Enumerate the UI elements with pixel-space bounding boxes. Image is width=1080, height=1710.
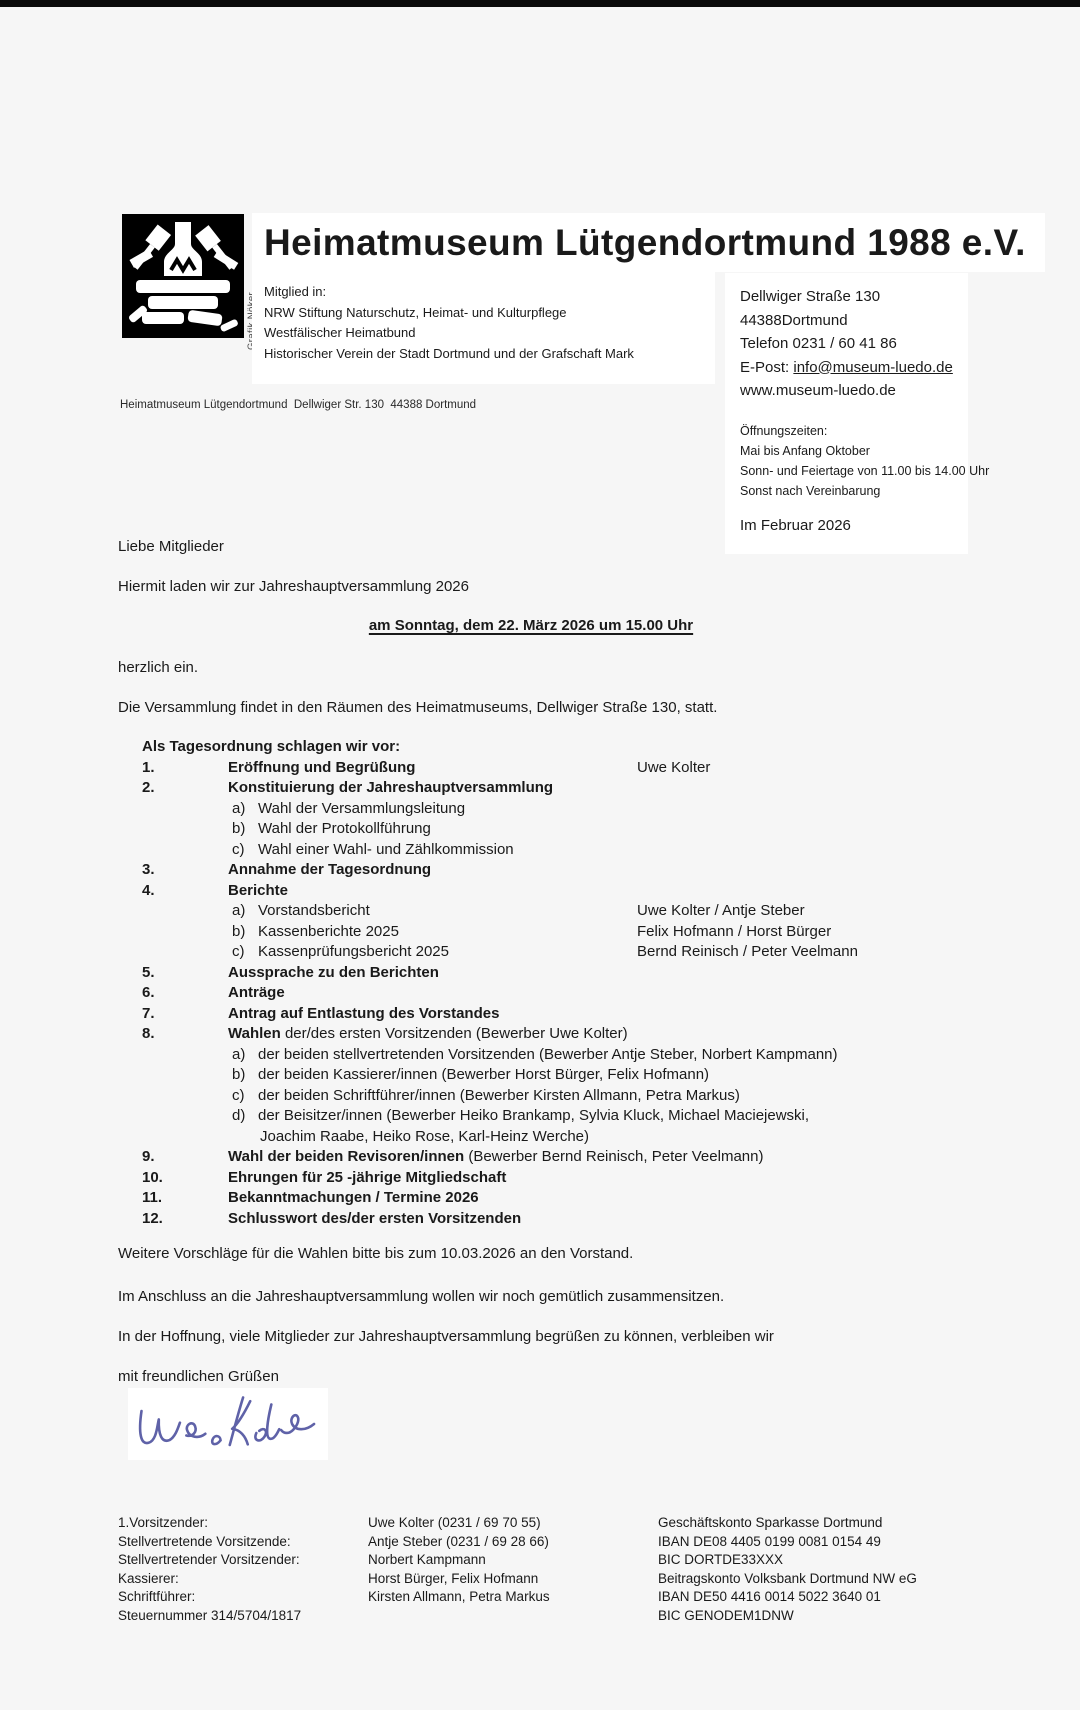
agenda-topic: Ehrungen für 25 -jährige Mitgliedschaft [228,1168,507,1186]
agenda-row [142,840,1042,861]
agenda-subtopic: Vorstandsbericht [258,902,370,919]
agenda-number: 9. [142,1148,155,1165]
agenda-subtopic: Kassenprüfungsbericht 2025 [258,943,449,960]
agenda-presenter: Bernd Reinisch / Peter Veelmann [637,943,858,960]
footer-role-label: Schriftführer: [118,1589,196,1604]
agenda-row [142,819,1042,840]
letterhead-title-box [252,213,1045,272]
contact-address-line: 44388Dortmund [740,311,848,329]
contact-address [740,285,968,403]
agenda-topic: Wahl der beiden Revisoren/innen [228,1148,465,1165]
membership-line: NRW Stiftung Naturschutz, Heimat- und Kulturpflege [264,304,567,320]
email-label: E-Post: [740,358,794,376]
agenda-presenter: Felix Hofmann / Horst Bürger [637,922,832,940]
signature [128,1388,328,1460]
sender-return-address: Heimatmuseum Lütgendortmund Dellwiger Str. 130 44388 Dortmund [120,399,477,411]
agenda-topic-detail: der/des ersten Vorsitzenden (Bewerber Uwe Kolter) [280,1025,628,1042]
agenda-letter: a) [232,902,246,919]
footer-role-label: Stellvertretender Vorsitzender: [118,1552,300,1567]
agenda-letter: c) [232,840,245,858]
agenda-topic: Berichte [228,881,289,899]
footer-person-name: Uwe Kolter (0231 / 69 70 55) [368,1515,541,1530]
hope-line: In der Hoffnung, viele Mitglieder zur Jahreshauptversammlung begrüßen zu können, verbleiben wir [118,1328,774,1345]
agenda-row [142,1086,1042,1107]
agenda-number: 5. [142,963,155,981]
agenda-subtopic: Wahl der Versammlungsleitung [258,799,466,817]
agenda-number: 7. [142,1004,155,1022]
footer-role-label: Kassierer: [118,1570,179,1586]
agenda-row [142,1004,1042,1025]
museum-logo-graphic [122,214,244,338]
agenda-letter: b) [232,1066,246,1083]
footer-person-name: Antje Steber (0231 / 69 28 66) [368,1533,549,1549]
agenda-letter: c) [232,1086,245,1104]
agenda-number: 1. [142,758,155,776]
agenda-topic: Annahme der Tagesordnung [228,861,432,878]
agenda-subtopic: Kassenberichte 2025 [258,922,399,940]
footer-person-name: Kirsten Allmann, Petra Markus [368,1589,550,1604]
social-note: Im Anschluss an die Jahreshauptversammlung wollen wir noch gemütlich zusammensitzen. [118,1288,725,1305]
email-link[interactable]: info@museum-luedo.de [793,358,953,376]
footer-bank-line: BIC DORTDE33XXX [658,1552,784,1567]
agenda-row [142,983,1042,1004]
agenda-presenter: Uwe Kolter [637,758,711,776]
agenda-row [142,1045,1042,1066]
membership-intro: Mitglied in: [264,284,327,299]
agenda-row [142,778,1042,799]
footer-role-label: Stellvertretende Vorsitzende: [118,1533,291,1549]
agenda-letter: a) [232,1045,246,1063]
agenda-letter: b) [232,820,246,837]
footer-bank-line: Geschäftskonto Sparkasse Dortmund [658,1515,883,1530]
agenda-topic: Bekanntmachungen / Termine 2026 [228,1189,479,1206]
agenda-subtopic: der beiden stellvertretenden Vorsitzenden (Bewerber Antje Steber, Norbert Kampmann) [258,1045,838,1063]
agenda-row [142,1065,1042,1086]
agenda-topic: Eröffnung und Begrüßung [228,758,416,776]
agenda-number: 12. [142,1209,163,1227]
agenda-topic: Wahlen [228,1025,281,1042]
agenda-letter: b) [232,922,246,940]
footer-bank-line: Beitragskonto Volksbank Dortmund NW eG [658,1570,917,1586]
opening-hours-line: Mai bis Anfang Oktober [740,443,870,458]
agenda-row [142,901,1042,922]
footer-person-name: Horst Bürger, Felix Hofmann [368,1570,539,1586]
agenda-row [142,1147,1042,1168]
agenda-letter: c) [232,943,245,960]
top-black-bar [0,0,1080,7]
agenda-presenter: Uwe Kolter / Antje Steber [637,902,805,919]
agenda-row [142,799,1042,820]
invitation-intro: Hiermit laden wir zur Jahreshauptversammlung 2026 [118,578,469,595]
footer-bank-line: IBAN DE08 4405 0199 0081 0154 49 [658,1533,881,1549]
footer-names-column [368,1514,550,1607]
agenda-row [142,758,1042,779]
footer-roles-column [118,1514,301,1625]
agenda-subtopic: der beiden Kassierer/innen (Bewerber Horst Bürger, Felix Hofmann) [258,1066,710,1083]
agenda-topic-detail: (Bewerber Bernd Reinisch, Peter Veelmann) [464,1148,764,1165]
contact-email-line [740,356,968,380]
agenda-heading: Als Tagesordnung schlagen wir vor: [142,738,401,755]
agenda-row [142,1188,1042,1209]
membership-box [252,272,715,384]
agenda [142,737,1042,1229]
meeting-datetime: am Sonntag, dem 22. März 2026 um 15.00 Uhr [368,617,694,634]
website-text: www.museum-luedo.de [740,382,896,399]
contact-address-line: Telefon 0231 / 60 41 86 [740,335,897,352]
agenda-number: 3. [142,861,155,878]
agenda-topic: Anträge [228,984,285,1001]
agenda-letter: a) [232,799,246,817]
regards-line: mit freundlichen Grüßen [118,1368,279,1385]
agenda-letter: d) [232,1107,246,1124]
agenda-row [142,963,1042,984]
agenda-number: 8. [142,1025,155,1042]
proposal-deadline: Weitere Vorschläge für die Wahlen bitte bis zum 10.03.2026 an den Vorstand. [118,1245,634,1262]
invitation-close: herzlich ein. [118,659,199,676]
opening-hours [740,421,990,501]
agenda-number: 2. [142,779,155,796]
page-title: Heimatmuseum Lütgendortmund 1988 e.V. [264,222,1026,263]
footer-role-label: 1.Vorsitzender: [118,1515,209,1530]
footer-bank-line: IBAN DE50 4416 0014 5022 3640 01 [658,1589,881,1604]
contact-box [725,273,990,554]
agenda-subtopic: der beiden Schriftführer/innen (Bewerber Kirsten Allmann, Petra Markus) [258,1086,740,1104]
agenda-topic: Antrag auf Entlastung des Vorstandes [228,1004,500,1022]
agenda-topic: Aussprache zu den Berichten [228,963,439,981]
footer-bank-line: BIC GENODEM1DNW [658,1607,794,1623]
agenda-number: 10. [142,1168,163,1186]
agenda-row [142,881,1042,902]
agenda-row [142,1168,1042,1189]
membership-line: Westfälischer Heimatbund [264,325,416,340]
museum-logo [122,214,244,338]
agenda-subtopic: Wahl einer Wahl- und Zählkommission [258,840,514,858]
letter-date: Im Februar 2026 [740,516,851,534]
agenda-row [142,1209,1042,1230]
agenda-row [142,1024,1042,1045]
agenda-topic: Konstituierung der Jahreshauptversammlung [228,779,554,796]
membership-line: Historischer Verein der Stadt Dortmund und der Grafschaft Mark [264,345,634,361]
agenda-row [142,860,1042,881]
footer-role-label: Steuernummer 314/5704/1817 [118,1607,302,1623]
agenda-subtopic: Wahl der Protokollführung [258,820,431,837]
agenda-subtopic-continued: Joachim Raabe, Heiko Rose, Karl-Heinz Werche) [260,1127,590,1145]
opening-hours-line: Sonn- und Feiertage von 11.00 bis 14.00 Uhr [740,463,990,478]
agenda-row [142,942,1042,963]
agenda-number: 11. [142,1189,163,1206]
agenda-number: 4. [142,881,155,899]
agenda-number: 6. [142,984,155,1001]
meeting-location: Die Versammlung findet in den Räumen des Heimatmuseums, Dellwiger Straße 130, statt. [118,699,718,716]
footer-person-name: Norbert Kampmann [368,1552,486,1567]
contact-address-line: Dellwiger Straße 130 [740,288,881,305]
opening-hours-line: Öffnungszeiten: [740,423,828,438]
salutation: Liebe Mitglieder [118,538,224,555]
footer-bank-column [658,1514,917,1625]
agenda-topic: Schlusswort des/der ersten Vorsitzenden [228,1209,522,1227]
agenda-row [142,1106,1042,1127]
opening-hours-line: Sonst nach Vereinbarung [740,483,881,498]
agenda-row [142,922,1042,943]
agenda-subtopic: der Beisitzer/innen (Bewerber Heiko Brankamp, Sylvia Kluck, Michael Maciejewski, [258,1107,810,1124]
signature-handwriting [128,1388,328,1460]
agenda-row [142,1127,1042,1148]
